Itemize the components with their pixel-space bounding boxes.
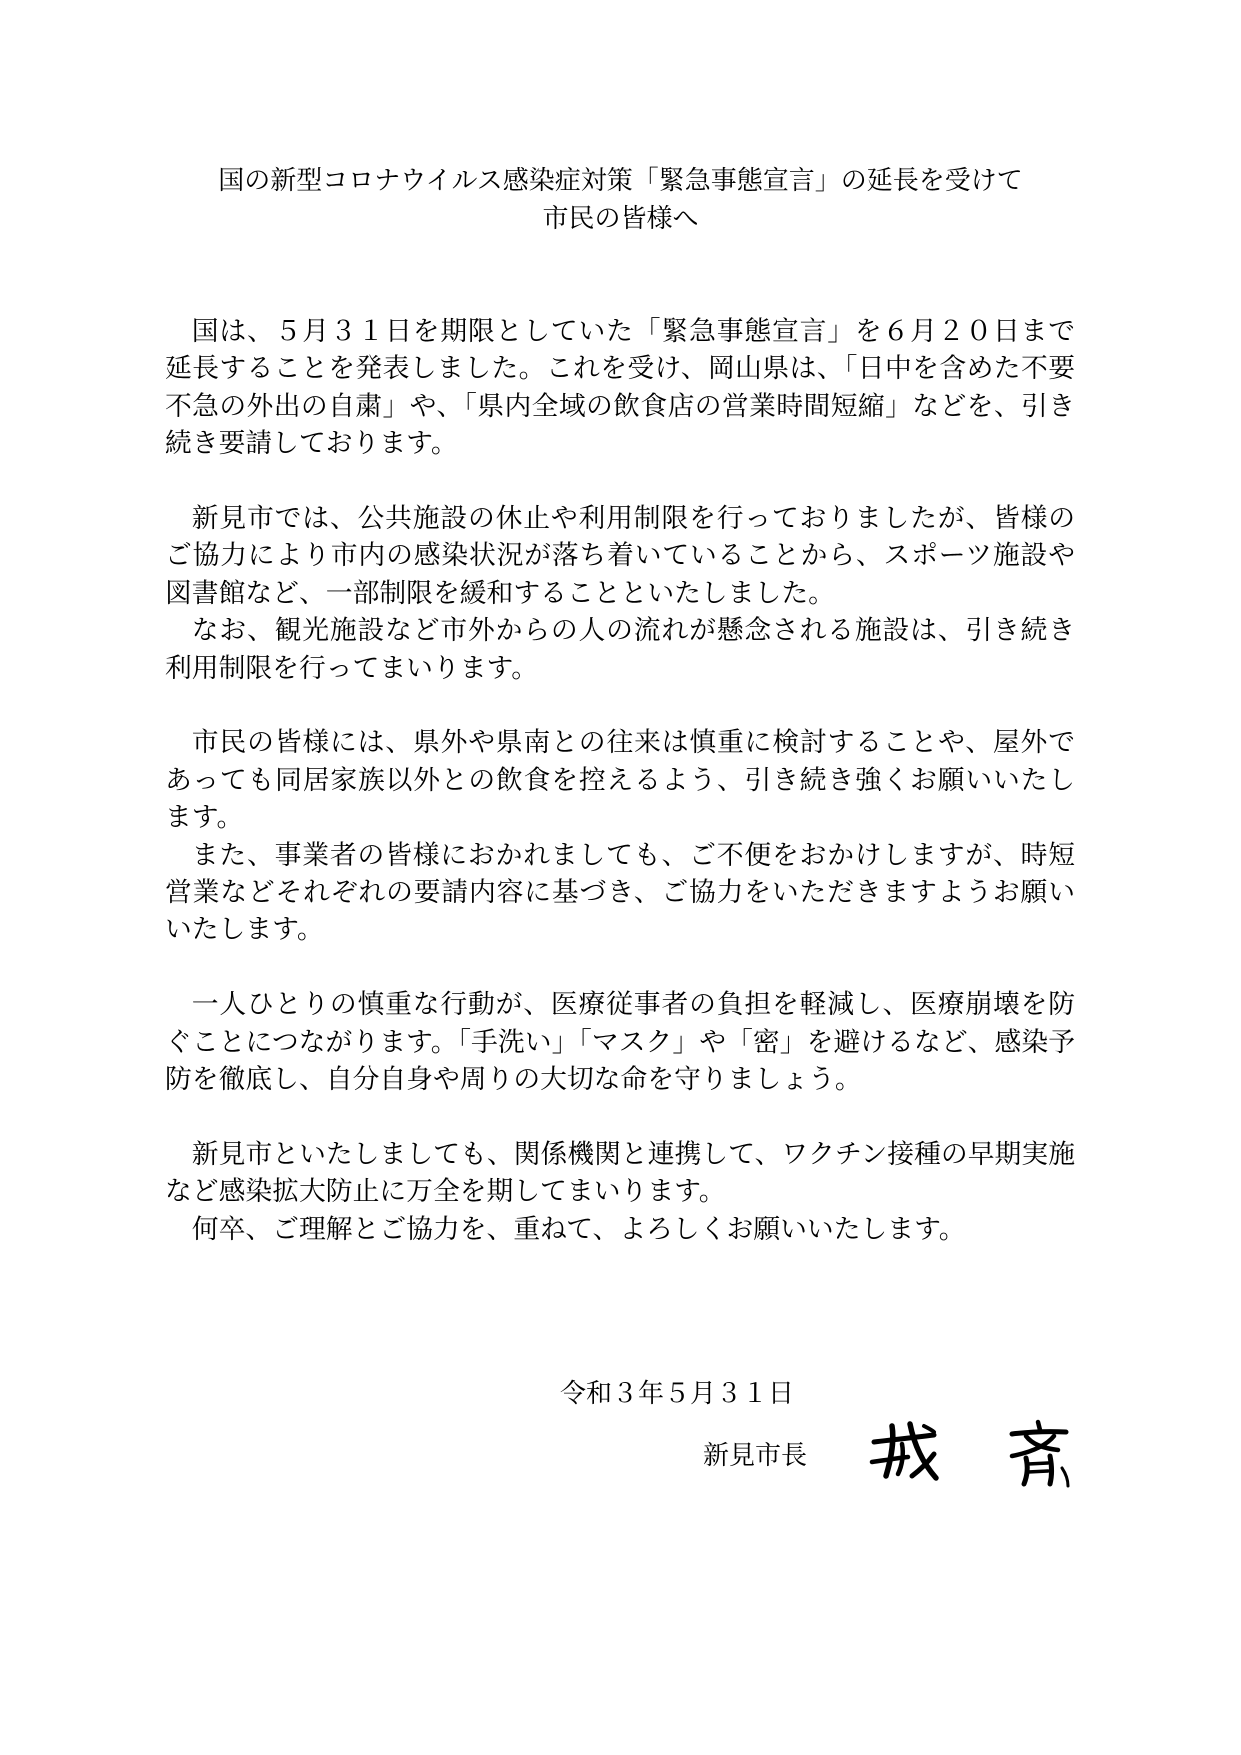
paragraph-3: なお、観光施設など市外からの人の流れが懸念される施設は、引き続き利用制限を行ってまいります。 [165,615,1075,684]
paragraph-6: 一人ひとりの慎重な行動が、医療従事者の負担を軽減し、医療崩壊を防ぐことにつながります。「手洗い」「マスク」や「密」を避けるなど、感染予防を徹底し、自分自身や周りの大切な命を守りましょう。 [165,989,1075,1096]
paragraph-2: 新見市では、公共施設の休止や利用制限を行っておりましたが、皆様のご協力により市内の感染状況が落ち着いていることから、スポーツ施設や図書館など、一部制限を緩和することといたしました。 [165,503,1075,609]
paragraph-7: 新見市といたしましても、関係機関と連携して、ワクチン接種の早期実施など感染拡大防止に万全を期してまいります。 [165,1138,1075,1208]
paragraph-5: また、事業者の皆様におかれましても、ご不便をおかけしますが、時短営業などそれぞれの要請内容に基づき、ご協力をいただきますようお願いいたします。 [165,839,1075,946]
paragraph-8: 何卒、ご理解とご協力を、重ねて、よろしくお願いいたします。 [191,1213,966,1245]
paragraph-1: 国は、５月３１日を期限としていた「緊急事態宣言」を６月２０日まで延長することを発表しました。これを受け、岡山県は、「日中を含めた不要不急の外出の自粛」や、「県内全域の飲食店の営業時間短縮」などを、引き続き要請しております。 [165,316,1075,460]
title-line-2: 市民の皆様へ [542,204,699,234]
paragraph-4: 市民の皆様には、県外や県南との往来は慎重に検討することや、屋外であっても同居家族以外との飲食を控えるよう、引き続き強くお願いいたします。 [165,727,1075,834]
document-title [100,162,1141,238]
document-body [165,313,1075,1248]
document-date: 令和３年５月３１日 [560,1379,795,1409]
signer-title: 新見市長 [703,1441,808,1471]
signature-image [862,1418,1082,1488]
title-line-1: 国の新型コロナウイルス感染症対策「緊急事態宣言」の延長を受けて [218,166,1023,196]
